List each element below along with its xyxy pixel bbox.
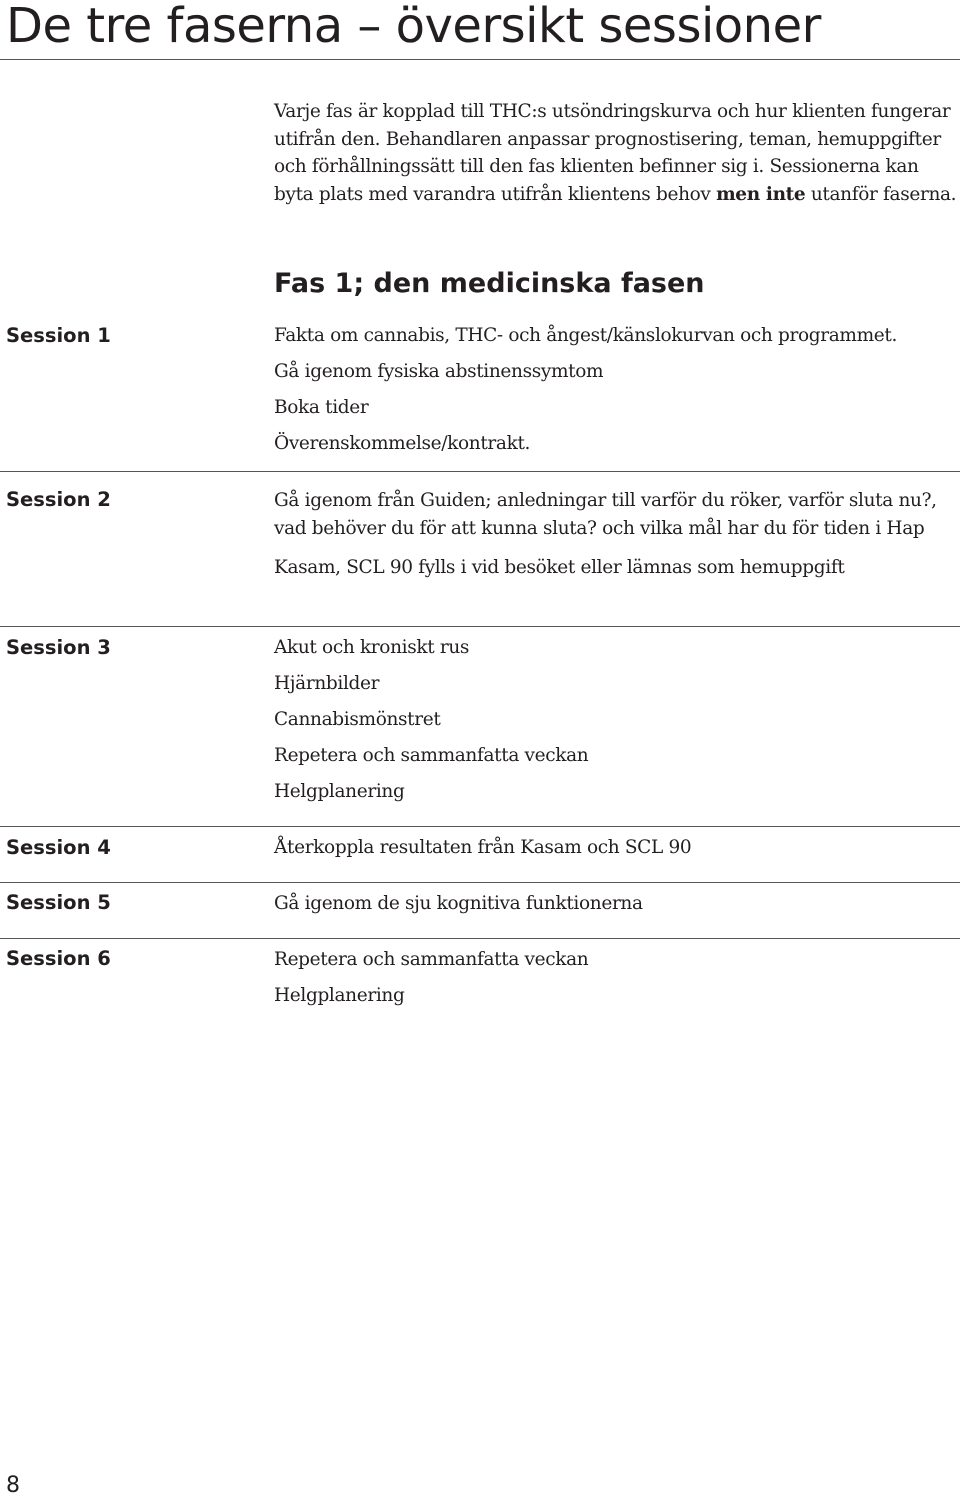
session-content	[274, 886, 960, 922]
session-label: Session 3	[6, 636, 111, 659]
session-content	[274, 487, 960, 586]
session-content	[274, 318, 960, 462]
intro-text-end: utanför faserna.	[805, 183, 957, 205]
session-item: Helgplanering	[274, 985, 405, 1006]
session-label: Session 2	[6, 488, 111, 511]
session-item: Cannabismönstret	[274, 709, 441, 730]
session-content	[274, 830, 960, 866]
session-item: Gå igenom från Guiden; anledningar till varför du röker, varför sluta nu?, vad behöver du för att kunna sluta? och vilka mål har du för tiden i Hap	[274, 490, 937, 539]
session-item: Återkoppla resultaten från Kasam och SCL 90	[274, 837, 692, 858]
phase-heading: Fas 1; den medicinska fasen	[274, 268, 705, 299]
session-item: Gå igenom de sju kognitiva funktionerna	[274, 893, 643, 914]
page-number: 8	[6, 1473, 20, 1498]
session-content	[274, 942, 960, 1014]
intro-paragraph	[274, 98, 960, 208]
session-item: Fakta om cannabis, THC- och ångest/känslokurvan och programmet.	[274, 325, 898, 346]
session-item: Överenskommelse/kontrakt.	[274, 433, 531, 454]
session-content	[274, 630, 960, 810]
session-item: Kasam, SCL 90 fylls i vid besöket eller lämnas som hemuppgift	[274, 557, 845, 578]
row-divider	[0, 626, 960, 627]
session-label: Session 4	[6, 836, 111, 859]
session-item: Helgplanering	[274, 781, 405, 802]
session-label: Session 6	[6, 947, 111, 970]
session-label: Session 5	[6, 891, 111, 914]
session-item: Repetera och sammanfatta veckan	[274, 745, 589, 766]
page-title: De tre faserna – översikt sessioner	[6, 0, 821, 54]
session-item: Boka tider	[274, 397, 369, 418]
session-item: Repetera och sammanfatta veckan	[274, 949, 589, 970]
title-divider	[0, 59, 960, 60]
intro-text: Varje fas är kopplad till THC:s utsöndringskurva och hur klienten fungerar utifrån den. Behandlaren anpassar prognostisering, teman, hemuppgifter och förhållningssätt till den fas klienten befinner sig i. Sessionerna kan byta plats med varandra utifrån klientens behov	[274, 101, 951, 205]
intro-emphasis: men inte	[716, 183, 806, 205]
session-item: Akut och kroniskt rus	[274, 637, 470, 658]
row-divider	[0, 471, 960, 472]
row-divider	[0, 938, 960, 939]
session-label: Session 1	[6, 324, 111, 347]
session-item: Gå igenom fysiska abstinenssymtom	[274, 361, 604, 382]
row-divider	[0, 882, 960, 883]
row-divider	[0, 826, 960, 827]
session-item: Hjärnbilder	[274, 673, 380, 694]
